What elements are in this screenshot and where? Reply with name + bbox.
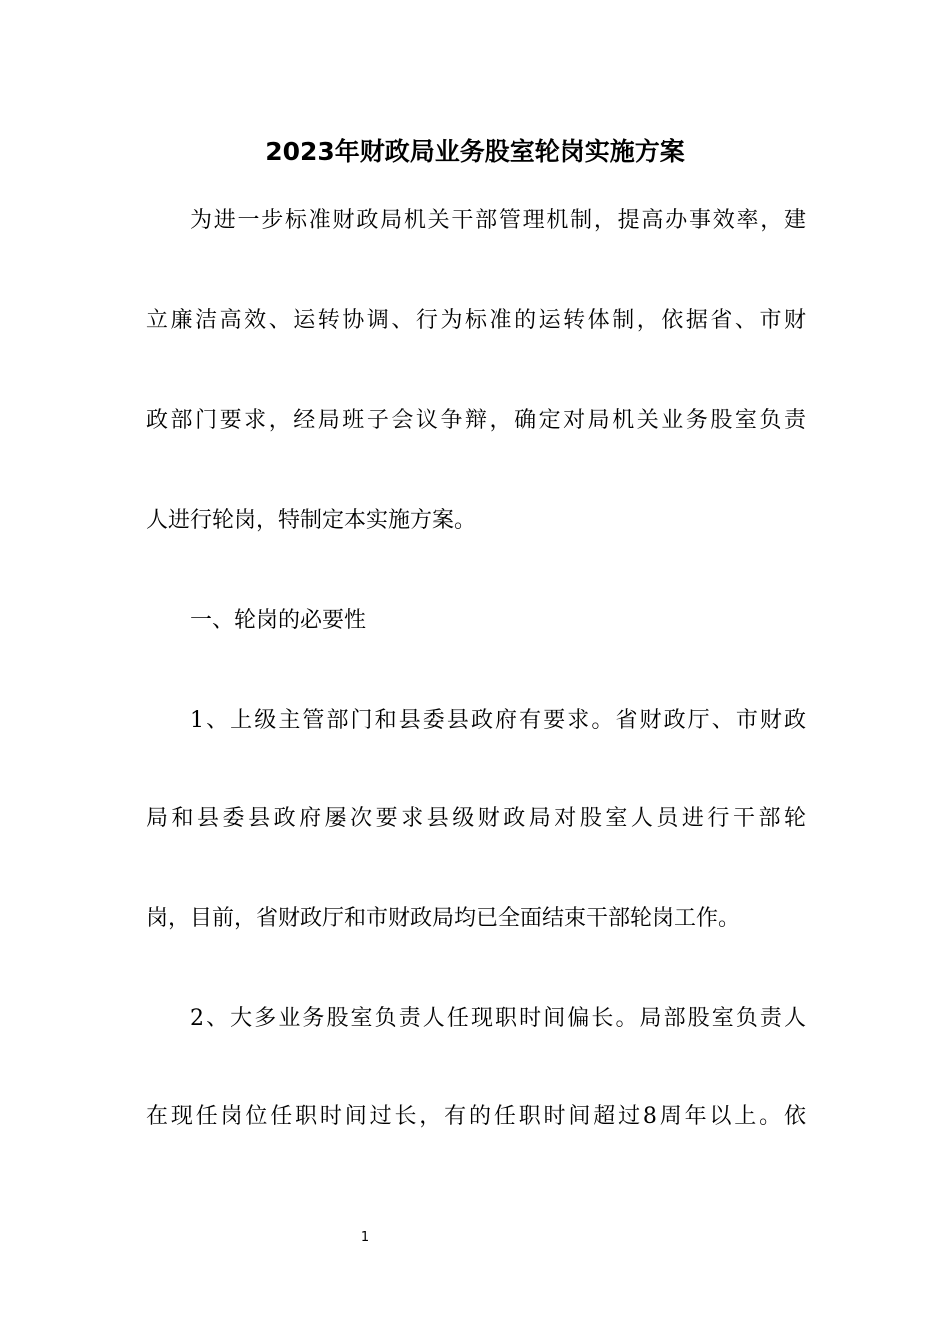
point2-line-2: 在现任岗位任职时间过长，有的任职时间超过8周年以上。依 [146,1104,806,1129]
point1-line-2: 局和县委县政府屡次要求县级财政局对股室人员进行干部轮 [146,806,806,831]
point1-line-1: 1、上级主管部门和县委县政府有要求。省财政厅、市财政 [190,708,806,733]
point1-line-3: 岗，目前，省财政厅和市财政局均已全面结束干部轮岗工作。 [146,906,741,931]
intro-line-2: 立廉洁高效、运转协调、行为标准的运转体制，依据省、市财 [146,308,806,333]
document-title: 2023年财政局业务股室轮岗实施方案 [265,137,685,166]
section-heading: 一、轮岗的必要性 [190,608,367,633]
intro-line-3: 政部门要求，经局班子会议争辩，确定对局机关业务股室负责 [146,408,806,433]
point2-line-1: 2、大多业务股室负责人任现职时间偏长。局部股室负责人 [190,1006,806,1031]
intro-line-1: 为进一步标准财政局机关干部管理机制，提高办事效率，建 [190,208,806,233]
intro-line-4: 人进行轮岗，特制定本实施方案。 [146,508,477,533]
page-number: 1 [360,1230,370,1245]
